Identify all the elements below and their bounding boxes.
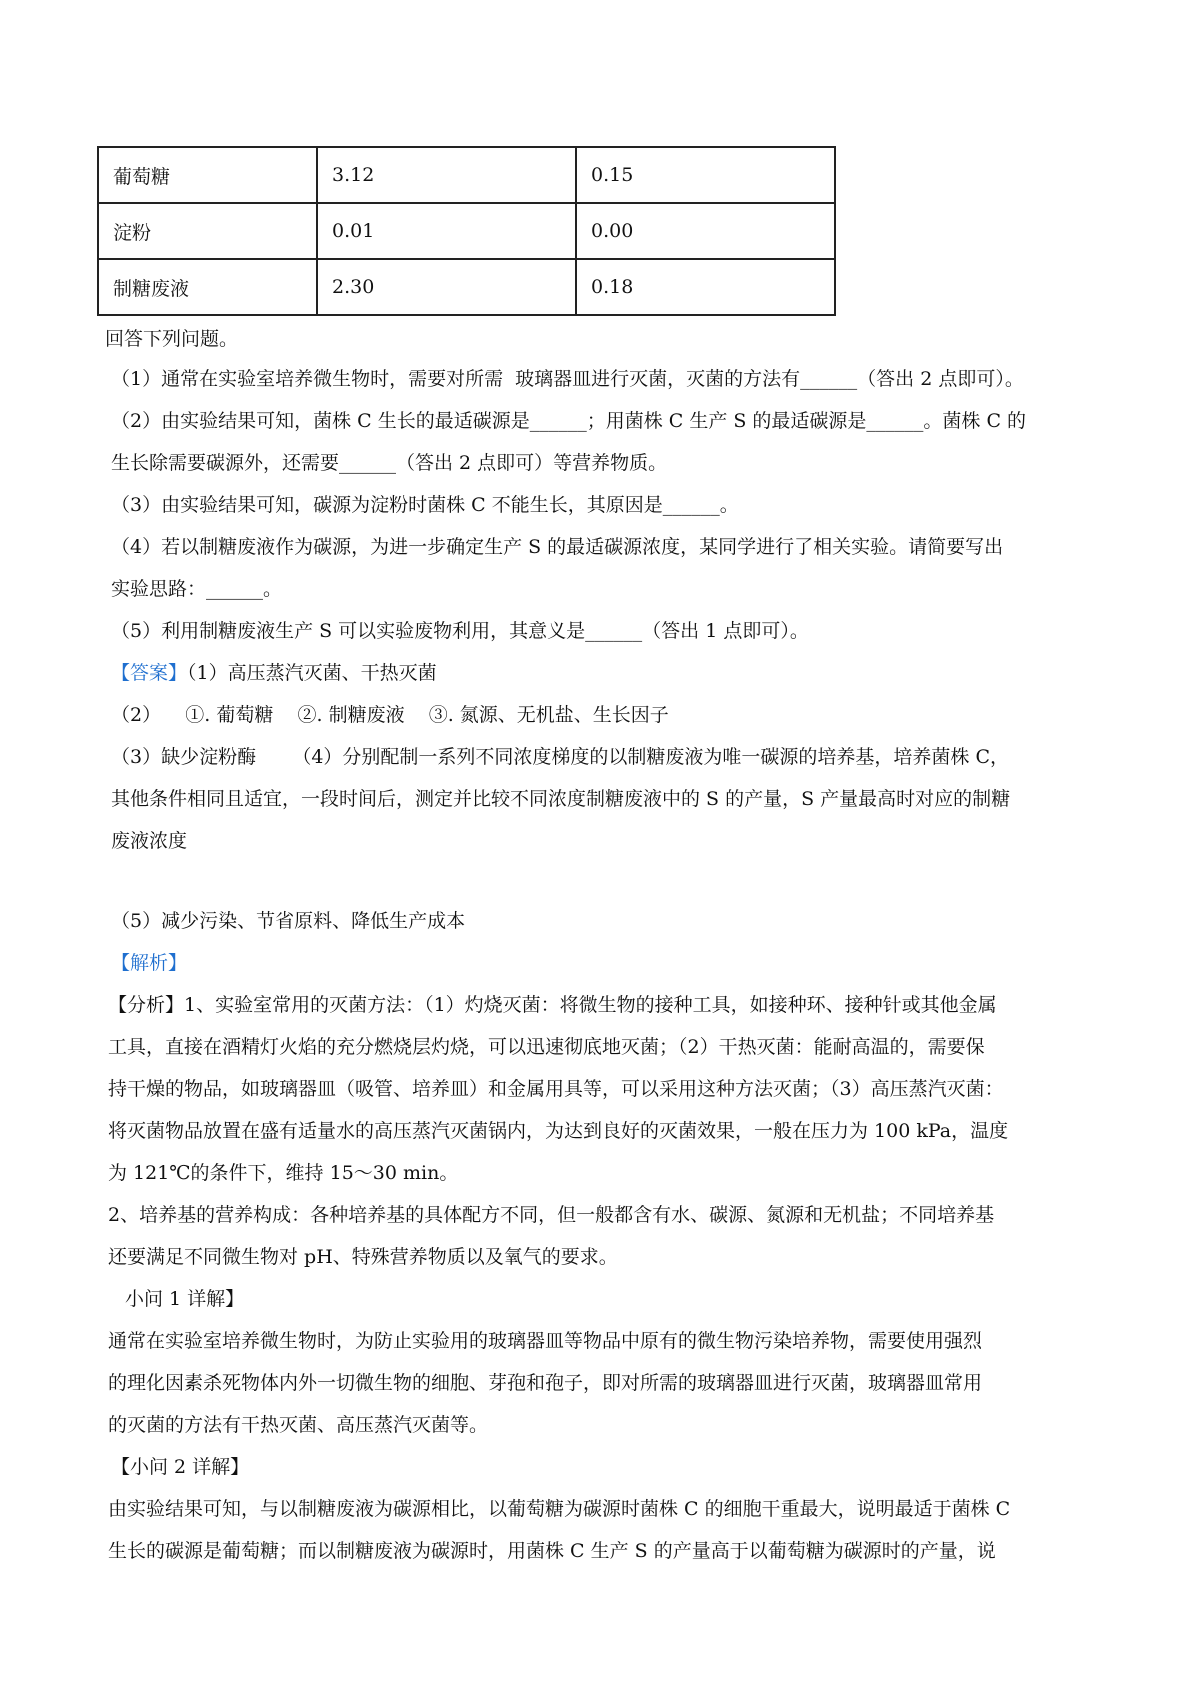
subquestion-2-title: 【小问 2 详解】 bbox=[111, 1456, 250, 1478]
table-row bbox=[98, 147, 835, 203]
subquestion-1-line: 的理化因素杀死物体内外一切微生物的细胞、芽孢和孢子，即对所需的玻璃器皿进行灭菌，玻璃器皿常用 bbox=[108, 1372, 983, 1394]
question-2-cont: 生长除需要碳源外，还需要______（答出 2 点即可）等营养物质。 bbox=[111, 452, 668, 474]
question-1: （1）通常在实验室培养微生物时，需要对所需 玻璃器皿进行灭菌，灭菌的方法有______（答出 2 点即可）。 bbox=[111, 368, 1024, 390]
analysis-tag: 【解析】 bbox=[111, 952, 188, 974]
question-2: （2）由实验结果可知，菌株 C 生长的最适碳源是______；用菌株 C 生产 S 的最适碳源是______。菌株 C 的 bbox=[111, 410, 1027, 432]
table-cell: 淀粉 bbox=[98, 203, 317, 259]
analysis-paragraph-line: 为 121℃的条件下，维持 15～30 min。 bbox=[108, 1162, 459, 1184]
question-4: （4）若以制糖废液作为碳源，为进一步确定生产 S 的最适碳源浓度，某同学进行了相关实验。请简要写出 bbox=[111, 536, 1004, 558]
answer-q2: （2） ①. 葡萄糖 ②. 制糖废液 ③. 氮源、无机盐、生长因子 bbox=[111, 704, 669, 726]
analysis-paragraph-line: 工具，直接在酒精灯火焰的充分燃烧层灼烧，可以迅速彻底地灭菌；（2）干热灭菌：能耐高温的，需要保 bbox=[108, 1036, 985, 1058]
table-cell: 0.18 bbox=[576, 259, 835, 315]
analysis-paragraph-line: 还要满足不同微生物对 pH、特殊营养物质以及氧气的要求。 bbox=[108, 1246, 618, 1268]
table-row bbox=[98, 259, 835, 315]
analysis-paragraph-line: 【分析】1、实验室常用的灭菌方法：（1）灼烧灭菌：将微生物的接种工具，如接种环、接种针或其他金属 bbox=[108, 994, 997, 1016]
table-cell: 2.30 bbox=[317, 259, 576, 315]
subquestion-1-line: 的灭菌的方法有干热灭菌、高压蒸汽灭菌等。 bbox=[108, 1414, 489, 1436]
analysis-paragraph-line: 2、培养基的营养构成：各种培养基的具体配方不同，但一般都含有水、碳源、氮源和无机盐；不同培养基 bbox=[108, 1204, 995, 1226]
table-cell: 0.15 bbox=[576, 147, 835, 203]
answer-q5: （5）减少污染、节省原料、降低生产成本 bbox=[111, 910, 466, 932]
table-cell: 葡萄糖 bbox=[98, 147, 317, 203]
table-cell: 0.01 bbox=[317, 203, 576, 259]
table-cell: 0.00 bbox=[576, 203, 835, 259]
question-5: （5）利用制糖废液生产 S 可以实验废物利用，其意义是______（答出 1 点即可）。 bbox=[111, 620, 809, 642]
question-intro: 回答下列问题。 bbox=[105, 328, 239, 350]
answer-q4-cont: 其他条件相同且适宜，一段时间后，测定并比较不同浓度制糖废液中的 S 的产量，S 产量最高时对应的制糖 bbox=[111, 788, 1011, 810]
data-table bbox=[97, 146, 836, 316]
subquestion-2-line: 生长的碳源是葡萄糖；而以制糖废液为碳源时，用菌株 C 生产 S 的产量高于以葡萄糖为碳源时的产量，说 bbox=[108, 1540, 996, 1562]
analysis-paragraph-line: 将灭菌物品放置在盛有适量水的高压蒸汽灭菌锅内，为达到良好的灭菌效果，一般在压力为 100 kPa，温度 bbox=[108, 1120, 1009, 1142]
question-3: （3）由实验结果可知，碳源为淀粉时菌株 C 不能生长，其原因是______。 bbox=[111, 494, 739, 516]
answer-q4-cont2: 废液浓度 bbox=[111, 830, 188, 852]
subquestion-1-line: 通常在实验室培养微生物时，为防止实验用的玻璃器皿等物品中原有的微生物污染培养物，需要使用强烈 bbox=[108, 1330, 983, 1352]
answer-q3-q4: （3）缺少淀粉酶 （4）分别配制一系列不同浓度梯度的以制糖废液为唯一碳源的培养基，培养菌株 C， bbox=[111, 746, 1009, 768]
table-row bbox=[98, 203, 835, 259]
table-cell: 制糖废液 bbox=[98, 259, 317, 315]
subquestion-1-title: 小问 1 详解】 bbox=[125, 1288, 245, 1310]
answer-line-1 bbox=[111, 664, 437, 683]
answer-q1: （1）高压蒸汽灭菌、干热灭菌 bbox=[187, 662, 437, 684]
answer-tag: 【答案】 bbox=[111, 662, 188, 684]
table-cell: 3.12 bbox=[317, 147, 576, 203]
question-4-cont: 实验思路：______。 bbox=[111, 578, 283, 600]
analysis-paragraph-line: 持干燥的物品，如玻璃器皿（吸管、培养皿）和金属用具等，可以采用这种方法灭菌；（3）高压蒸汽灭菌： bbox=[108, 1078, 1004, 1100]
subquestion-2-line: 由实验结果可知，与以制糖废液为碳源相比，以葡萄糖为碳源时菌株 C 的细胞干重最大，说明最适于菌株 C bbox=[108, 1498, 1011, 1520]
